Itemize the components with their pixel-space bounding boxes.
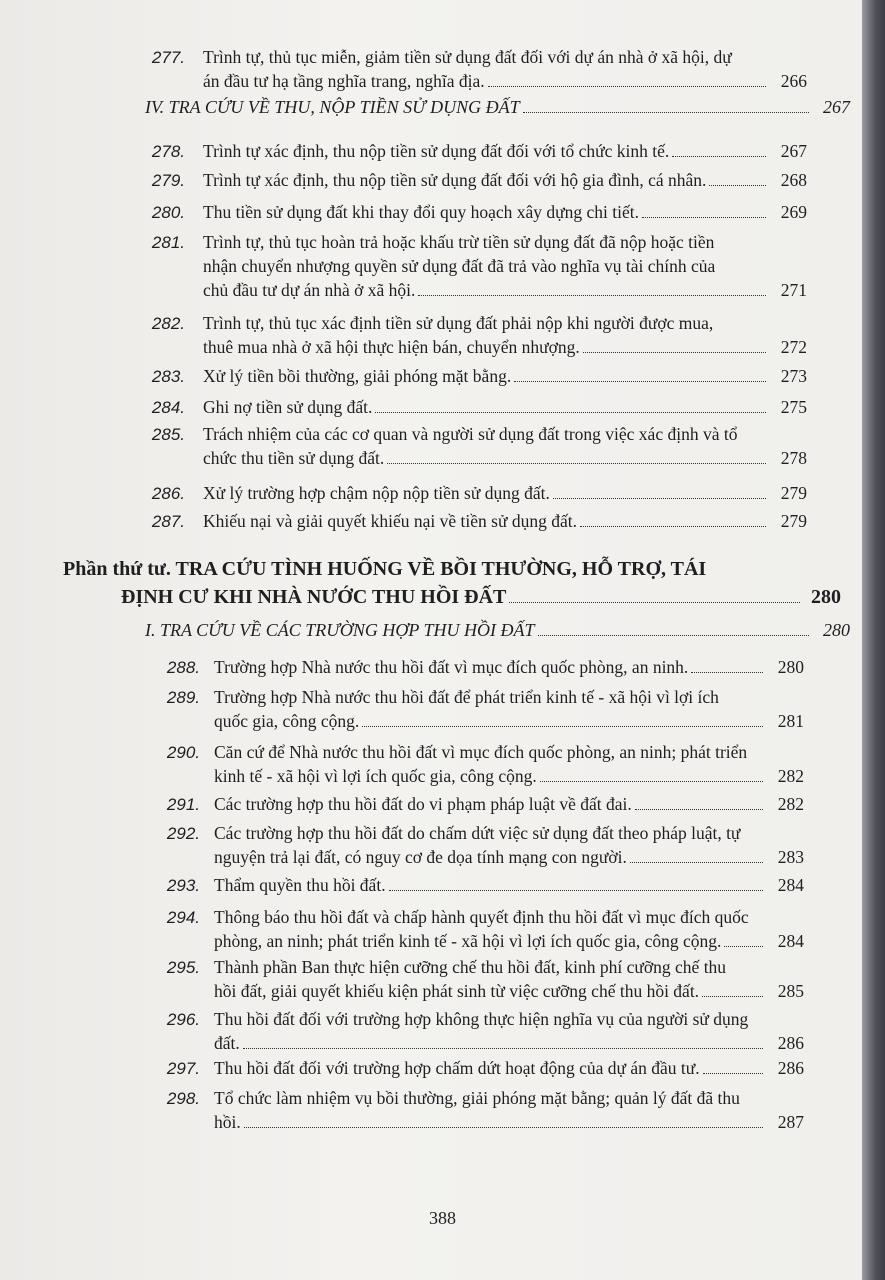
entry-page: 286 — [777, 1058, 804, 1078]
part-heading[interactable] — [63, 556, 841, 612]
entry-page: 272 — [780, 337, 807, 357]
entry-page: 266 — [780, 71, 807, 91]
entry-number: 290. — [166, 743, 200, 762]
entry-title-line: Trình tự, thủ tục hoàn trả hoặc khấu trừ tiền sử dụng đất đã nộp hoặc tiền — [203, 232, 715, 252]
dot-leader — [630, 861, 763, 863]
entry-page: 280 — [777, 657, 804, 677]
entry-title-line: Thẩm quyền thu hồi đất. — [214, 875, 386, 895]
section-title: IV. TRA CỨU VỀ THU, NỘP TIỀN SỬ DỤNG ĐẤT — [145, 97, 520, 117]
entry-number: 283. — [151, 367, 185, 386]
entry-number: 295. — [166, 958, 200, 977]
dot-leader — [702, 995, 763, 997]
entry-page: 273 — [780, 366, 807, 386]
dot-leader — [375, 411, 766, 413]
entry-number: 291. — [166, 795, 200, 814]
entry-number: 285. — [151, 425, 185, 444]
entry-number: 289. — [166, 688, 200, 707]
entry-title-line: hồi. — [214, 1112, 241, 1132]
entry-title-line: hồi đất, giải quyết khiếu kiện phát sinh từ việc cưỡng chế thu hồi đất. — [214, 981, 700, 1001]
dot-leader — [580, 525, 766, 527]
entry-number: 296. — [166, 1010, 200, 1029]
entry-number: 278. — [151, 142, 185, 161]
part-title-line: Phần thứ tư. TRA CỨU TÌNH HUỐNG VỀ BỒI THƯỜNG, HỖ TRỢ, TÁI — [63, 558, 707, 580]
entry-title-line: kinh tế - xã hội vì lợi ích quốc gia, công cộng. — [214, 766, 537, 786]
dot-leader — [488, 85, 766, 87]
entry-page: 284 — [777, 931, 804, 951]
dot-leader — [583, 351, 766, 353]
dot-leader — [243, 1047, 763, 1049]
dot-leader — [724, 945, 763, 947]
entry-number: 294. — [166, 908, 200, 927]
entry-title-line: Tổ chức làm nhiệm vụ bồi thường, giải phóng mặt bằng; quản lý đất đã thu — [214, 1088, 740, 1108]
entry-page: 284 — [777, 875, 804, 895]
entry-title-line: thuê mua nhà ở xã hội thực hiện bán, chuyển nhượng. — [203, 337, 580, 357]
entry-title-line: Trình tự xác định, thu nộp tiền sử dụng đất đối với tổ chức kinh tế. — [203, 141, 670, 161]
entry-page: 283 — [777, 847, 804, 867]
entry-number: 277. — [151, 48, 185, 67]
entry-title-line: đất. — [214, 1033, 240, 1053]
entry-title-line: Thu tiền sử dụng đất khi thay đổi quy hoạch xây dựng chi tiết. — [203, 202, 639, 222]
entry-number: 298. — [166, 1089, 200, 1108]
entry-number: 287. — [151, 512, 185, 531]
entry-page: 268 — [780, 170, 807, 190]
entry-page: 287 — [777, 1112, 804, 1132]
dot-leader — [387, 462, 766, 464]
entry-page: 282 — [777, 794, 804, 814]
entry-title-line: Xử lý trường hợp chậm nộp nộp tiền sử dụng đất. — [203, 483, 550, 503]
entry-title-line: Trách nhiệm của các cơ quan và người sử dụng đất trong việc xác định và tổ — [203, 424, 738, 444]
entry-title-line: Trình tự xác định, thu nộp tiền sử dụng đất đối với hộ gia đình, cá nhân. — [203, 170, 707, 190]
entry-page: 285 — [777, 981, 804, 1001]
entry-page: 267 — [780, 141, 807, 161]
section-title: I. TRA CỨU VỀ CÁC TRƯỜNG HỢP THU HỒI ĐẤT — [145, 620, 535, 640]
entry-page: 286 — [777, 1033, 804, 1053]
entry-title-line: Khiếu nại và giải quyết khiếu nại về tiền sử dụng đất. — [203, 511, 577, 531]
entry-number: 281. — [151, 233, 185, 252]
dot-leader — [635, 808, 763, 810]
entry-number: 282. — [151, 314, 185, 333]
entry-title-line: Trường hợp Nhà nước thu hồi đất vì mục đích quốc phòng, an ninh. — [214, 657, 689, 677]
entry-title-line: Xử lý tiền bồi thường, giải phóng mặt bằng. — [203, 366, 512, 386]
entry-title-line: chức thu tiền sử dụng đất. — [203, 448, 385, 468]
entry-title-line: Các trường hợp thu hồi đất do vi phạm pháp luật về đất đai. — [214, 794, 632, 814]
entry-page: 271 — [780, 280, 807, 300]
entry-number: 279. — [151, 171, 185, 190]
dot-leader — [540, 780, 763, 782]
entry-title-line: nhận chuyển nhượng quyền sử dụng đất đã trả vào nghĩa vụ tài chính của — [203, 256, 716, 276]
dot-leader — [362, 725, 763, 727]
dot-leader — [703, 1072, 763, 1074]
entry-title-line: nguyện trả lại đất, có nguy cơ đe dọa tính mạng con người. — [214, 847, 627, 867]
entry-page: 269 — [780, 202, 807, 222]
page-edge — [862, 0, 885, 1280]
entry-title-line: Ghi nợ tiền sử dụng đất. — [203, 397, 373, 417]
entry-number: 293. — [166, 876, 200, 895]
entry-title-line: Thu hồi đất đối với trường hợp không thực hiện nghĩa vụ của người sử dụng — [214, 1009, 749, 1029]
entry-title-line: Thành phần Ban thực hiện cưỡng chế thu hồi đất, kinh phí cưỡng chế thu — [214, 957, 727, 977]
entry-title-line: quốc gia, công cộng. — [214, 711, 360, 731]
section-heading[interactable] — [145, 620, 850, 644]
dot-leader — [538, 634, 810, 636]
dot-leader — [509, 601, 800, 603]
entry-title-line: Trình tự, thủ tục xác định tiền sử dụng đất phải nộp khi người được mua, — [203, 313, 714, 333]
entry-number: 284. — [151, 398, 185, 417]
dot-leader — [553, 497, 766, 499]
entry-page: 279 — [780, 511, 807, 531]
entry-number: 292. — [166, 824, 200, 843]
section-page: 267 — [823, 97, 850, 117]
entry-page: 275 — [780, 397, 807, 417]
entry-title-line: Trường hợp Nhà nước thu hồi đất để phát triển kinh tế - xã hội vì lợi ích — [214, 687, 719, 707]
section-heading[interactable] — [145, 97, 850, 121]
entry-page: 281 — [777, 711, 804, 731]
entry-title-line: Thông báo thu hồi đất và chấp hành quyết định thu hồi đất vì mục đích quốc — [214, 907, 749, 927]
entry-title-line: Các trường hợp thu hồi đất do chấm dứt việc sử dụng đất theo pháp luật, tự — [214, 823, 741, 843]
page-number: 388 — [429, 1208, 456, 1228]
dot-leader — [642, 216, 766, 218]
entry-title-line: án đầu tư hạ tầng nghĩa trang, nghĩa địa. — [203, 71, 485, 91]
dot-leader — [691, 671, 763, 673]
entry-title-line: Trình tự, thủ tục miễn, giảm tiền sử dụng đất đối với dự án nhà ở xã hội, dự — [203, 47, 732, 67]
entry-number: 288. — [166, 658, 200, 677]
dot-leader — [672, 155, 766, 157]
dot-leader — [514, 380, 766, 382]
part-title-line: ĐỊNH CƯ KHI NHÀ NƯỚC THU HỒI ĐẤT — [121, 586, 507, 608]
entry-title-line: Thu hồi đất đối với trường hợp chấm dứt hoạt động của dự án đầu tư. — [214, 1058, 700, 1078]
dot-leader — [709, 184, 766, 186]
entry-page: 282 — [777, 766, 804, 786]
entry-title-line: phòng, an ninh; phát triển kinh tế - xã hội vì lợi ích quốc gia, công cộng. — [214, 931, 722, 951]
entry-page: 279 — [780, 483, 807, 503]
entry-title-line: Căn cứ để Nhà nước thu hồi đất vì mục đích quốc phòng, an ninh; phát triển — [214, 742, 748, 762]
entry-title-line: chủ đầu tư dự án nhà ở xã hội. — [203, 280, 416, 300]
entry-number: 280. — [151, 203, 185, 222]
entry-page: 278 — [780, 448, 807, 468]
section-page: 280 — [823, 620, 850, 640]
part-page: 280 — [811, 586, 841, 608]
dot-leader — [523, 111, 809, 113]
dot-leader — [244, 1126, 763, 1128]
entry-number: 297. — [166, 1059, 200, 1078]
entry-number: 286. — [151, 484, 185, 503]
dot-leader — [389, 889, 763, 891]
dot-leader — [418, 294, 766, 296]
